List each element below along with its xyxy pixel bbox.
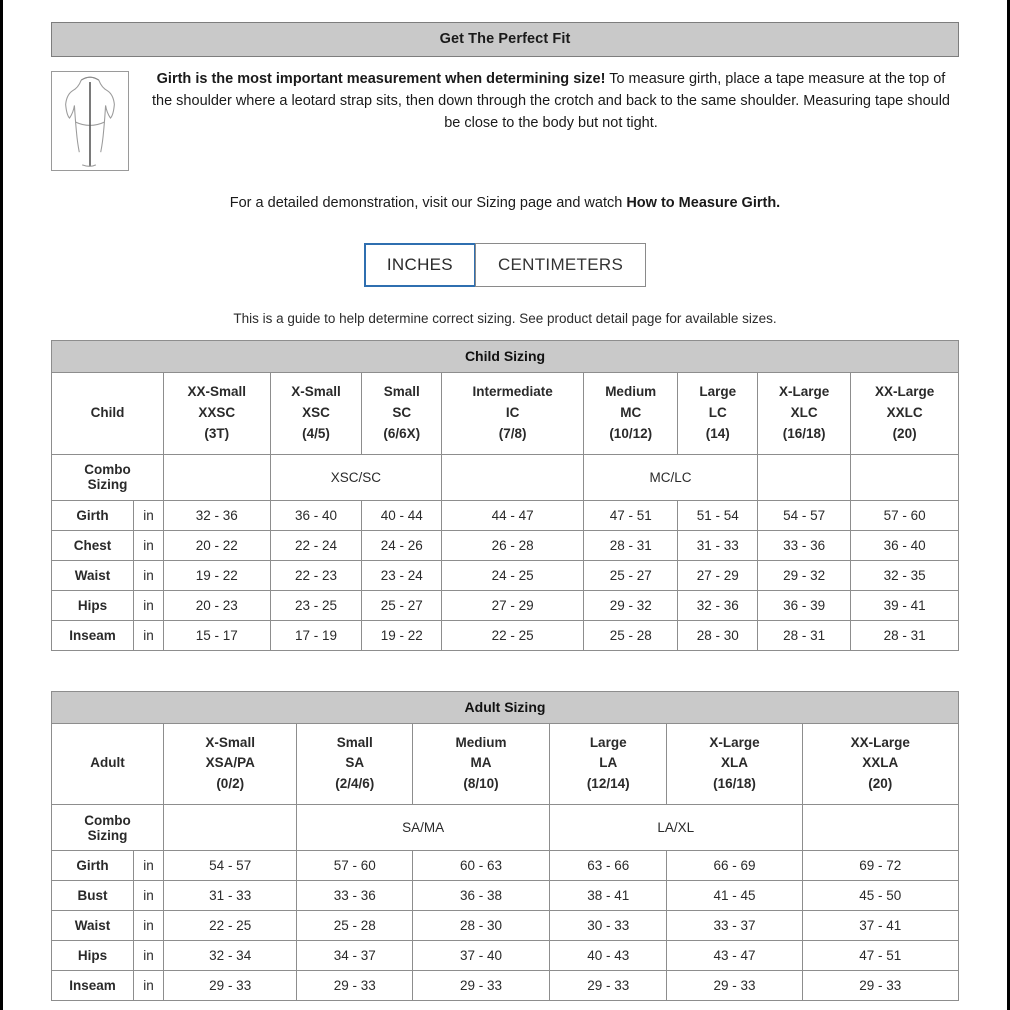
col-age: (2/4/6) <box>335 776 375 792</box>
cell: 32 - 34 <box>164 941 297 971</box>
cell: 22 - 25 <box>164 911 297 941</box>
adult-row-label-2: Waist <box>52 911 134 941</box>
cell: 20 - 23 <box>164 590 271 620</box>
child-row-label-4: Inseam <box>52 620 134 650</box>
cell: 36 - 40 <box>270 500 362 530</box>
cell: 47 - 51 <box>584 500 678 530</box>
col-age: (16/18) <box>713 776 756 792</box>
centimeters-button[interactable]: CENTIMETERS <box>475 243 646 287</box>
col-code: XSA/PA <box>205 755 255 771</box>
cell: 24 - 26 <box>362 530 442 560</box>
col-name: Small <box>383 383 420 399</box>
col-code: XXSC <box>198 404 236 420</box>
adult-col-3 <box>549 723 666 805</box>
child-table-title: Child Sizing <box>52 340 959 372</box>
cell: 19 - 22 <box>362 620 442 650</box>
col-age: (6/6X) <box>383 425 421 441</box>
cell: 29 - 33 <box>802 971 958 1001</box>
cell: 36 - 40 <box>851 530 959 560</box>
cell: 37 - 41 <box>802 911 958 941</box>
col-code: XLC <box>790 404 818 420</box>
adult-col-2 <box>413 723 550 805</box>
cell: 24 - 25 <box>442 560 584 590</box>
col-code: SA <box>345 755 365 771</box>
col-age: (20) <box>892 425 917 441</box>
combo-label-line1: Combo <box>84 812 131 828</box>
child-table-title-row <box>52 340 959 372</box>
col-age: (3T) <box>204 425 230 441</box>
cell: 38 - 41 <box>549 881 666 911</box>
table-row <box>52 881 959 911</box>
col-name: X-Large <box>709 734 760 750</box>
adult-row-label-0: Girth <box>52 851 134 881</box>
cell: 20 - 22 <box>164 530 271 560</box>
guide-note: This is a guide to help determine correct sizing. See product detail page for available sizes. <box>233 310 777 326</box>
table-row <box>52 500 959 530</box>
cell: 57 - 60 <box>851 500 959 530</box>
col-name: XX-Large <box>850 734 910 750</box>
cell: 32 - 35 <box>851 560 959 590</box>
child-col-7 <box>851 372 959 454</box>
cell: 31 - 33 <box>164 881 297 911</box>
cell: 31 - 33 <box>678 530 758 560</box>
cell: 33 - 36 <box>758 530 851 560</box>
intro-lead: Girth is the most important measurement when determining size! <box>156 71 606 87</box>
child-unit-4: in <box>134 620 164 650</box>
adult-table-title-row <box>52 691 959 723</box>
cell: 22 - 23 <box>270 560 362 590</box>
adult-col-5 <box>802 723 958 805</box>
cell: 27 - 29 <box>442 590 584 620</box>
child-col-5 <box>678 372 758 454</box>
cell: 63 - 66 <box>549 851 666 881</box>
cell: 60 - 63 <box>413 851 550 881</box>
child-col-6 <box>758 372 851 454</box>
child-combo-label <box>52 454 164 500</box>
unit-toggle-group[interactable] <box>51 243 959 287</box>
cell: 23 - 25 <box>270 590 362 620</box>
adult-unit-1: in <box>134 881 164 911</box>
child-combo-row <box>52 454 959 500</box>
adult-unit-0: in <box>134 851 164 881</box>
col-age: (16/18) <box>782 425 826 441</box>
adult-table-title: Adult Sizing <box>52 691 959 723</box>
adult-unit-4: in <box>134 971 164 1001</box>
cell: 28 - 31 <box>584 530 678 560</box>
cell: 37 - 40 <box>413 941 550 971</box>
child-header-row <box>52 372 959 454</box>
cell: 69 - 72 <box>802 851 958 881</box>
child-combo-empty-0 <box>164 454 271 500</box>
col-age: (14) <box>705 425 730 441</box>
child-unit-0: in <box>134 500 164 530</box>
child-col-4 <box>584 372 678 454</box>
sizing-demo-prefix: For a detailed demonstration, visit our Sizing page and watch <box>229 195 627 211</box>
cell: 40 - 43 <box>549 941 666 971</box>
col-name: X-Large <box>778 383 830 399</box>
cell: 22 - 24 <box>270 530 362 560</box>
col-code: MC <box>620 404 642 420</box>
cell: 29 - 32 <box>758 560 851 590</box>
cell: 25 - 28 <box>584 620 678 650</box>
intro-body: To measure girth, place a tape measure at the top of the shoulder where a leotard strap sits, then down through the crotch and back to the same shoulder. Measuring tape should be close to the body but not tight. <box>152 71 950 131</box>
adult-col-4 <box>667 723 802 805</box>
leotard-girth-illustration-icon <box>51 71 129 171</box>
adult-corner-label: Adult <box>52 723 164 805</box>
cell: 66 - 69 <box>667 851 802 881</box>
cell: 26 - 28 <box>442 530 584 560</box>
adult-sizing-table <box>51 691 959 1002</box>
cell: 22 - 25 <box>442 620 584 650</box>
child-row-label-1: Chest <box>52 530 134 560</box>
child-col-2 <box>362 372 442 454</box>
cell: 28 - 31 <box>851 620 959 650</box>
cell: 29 - 32 <box>584 590 678 620</box>
child-unit-1: in <box>134 530 164 560</box>
cell: 28 - 30 <box>678 620 758 650</box>
child-combo-cell-1: MC/LC <box>584 454 758 500</box>
adult-combo-cell-1: LA/XL <box>549 805 802 851</box>
col-age: (20) <box>868 776 893 792</box>
child-row-label-2: Waist <box>52 560 134 590</box>
adult-row-label-3: Hips <box>52 941 134 971</box>
col-code: SC <box>392 404 412 420</box>
adult-row-label-1: Bust <box>52 881 134 911</box>
col-age: (8/10) <box>463 776 499 792</box>
col-name: Large <box>589 734 627 750</box>
table-row <box>52 530 959 560</box>
table-gap <box>51 651 959 677</box>
adult-header-row <box>52 723 959 805</box>
cell: 39 - 41 <box>851 590 959 620</box>
cell: 28 - 31 <box>758 620 851 650</box>
cell: 29 - 33 <box>297 971 413 1001</box>
cell: 15 - 17 <box>164 620 271 650</box>
col-code: XXLC <box>886 404 923 420</box>
table-row <box>52 971 959 1001</box>
cell: 41 - 45 <box>667 881 802 911</box>
inches-button[interactable]: INCHES <box>364 243 476 287</box>
col-code: XLA <box>721 755 748 771</box>
col-age: (4/5) <box>302 425 330 441</box>
adult-row-label-4: Inseam <box>52 971 134 1001</box>
child-combo-empty-1 <box>442 454 584 500</box>
cell: 25 - 28 <box>297 911 413 941</box>
col-name: XX-Small <box>187 383 247 399</box>
col-code: LC <box>708 404 727 420</box>
col-name: Large <box>699 383 737 399</box>
child-col-1 <box>270 372 362 454</box>
adult-col-1 <box>297 723 413 805</box>
child-col-0 <box>164 372 271 454</box>
cell: 45 - 50 <box>802 881 958 911</box>
adult-col-0 <box>164 723 297 805</box>
cell: 34 - 37 <box>297 941 413 971</box>
child-combo-empty-2 <box>758 454 851 500</box>
child-unit-2: in <box>134 560 164 590</box>
cell: 36 - 39 <box>758 590 851 620</box>
table-row <box>52 590 959 620</box>
combo-label-line2: Sizing <box>87 477 128 493</box>
child-row-label-3: Hips <box>52 590 134 620</box>
cell: 33 - 36 <box>297 881 413 911</box>
adult-unit-3: in <box>134 941 164 971</box>
cell: 29 - 33 <box>164 971 297 1001</box>
col-age: (10/12) <box>609 425 653 441</box>
cell: 29 - 33 <box>667 971 802 1001</box>
table-row <box>52 620 959 650</box>
adult-combo-empty-0 <box>164 805 297 851</box>
adult-combo-empty-1 <box>802 805 958 851</box>
cell: 25 - 27 <box>584 560 678 590</box>
cell: 32 - 36 <box>678 590 758 620</box>
col-age: (12/14) <box>586 776 630 792</box>
col-code: XSC <box>302 404 330 420</box>
cell: 47 - 51 <box>802 941 958 971</box>
cell: 54 - 57 <box>758 500 851 530</box>
intro-paragraph <box>143 69 959 134</box>
cell: 23 - 24 <box>362 560 442 590</box>
combo-label-line1: Combo <box>84 462 131 478</box>
col-name: Medium <box>455 734 507 750</box>
cell: 40 - 44 <box>362 500 442 530</box>
table-row <box>52 560 959 590</box>
cell: 33 - 37 <box>667 911 802 941</box>
adult-combo-label <box>52 805 164 851</box>
child-sizing-table <box>51 340 959 651</box>
table-row <box>52 851 959 881</box>
col-code: IC <box>505 404 520 420</box>
cell: 28 - 30 <box>413 911 550 941</box>
child-row-label-0: Girth <box>52 500 134 530</box>
col-name: X-Small <box>291 383 341 399</box>
table-row <box>52 911 959 941</box>
cell: 43 - 47 <box>667 941 802 971</box>
col-name: X-Small <box>205 734 255 750</box>
cell: 36 - 38 <box>413 881 550 911</box>
col-code: MA <box>470 755 492 771</box>
col-name: Intermediate <box>472 383 553 399</box>
cell: 25 - 27 <box>362 590 442 620</box>
cell: 27 - 29 <box>678 560 758 590</box>
sizing-demo-line <box>51 193 959 215</box>
cell: 19 - 22 <box>164 560 271 590</box>
cell: 32 - 36 <box>164 500 271 530</box>
col-code: XXLA <box>862 755 899 771</box>
cell: 29 - 33 <box>413 971 550 1001</box>
child-corner-label: Child <box>52 372 164 454</box>
col-name: Medium <box>605 383 657 399</box>
cell: 44 - 47 <box>442 500 584 530</box>
col-age: (0/2) <box>216 776 245 792</box>
page-title: Get The Perfect Fit <box>51 22 959 57</box>
adult-combo-cell-0: SA/MA <box>297 805 550 851</box>
col-name: XX-Large <box>874 383 935 399</box>
col-name: Small <box>336 734 373 750</box>
cell: 51 - 54 <box>678 500 758 530</box>
cell: 57 - 60 <box>297 851 413 881</box>
adult-combo-row <box>52 805 959 851</box>
how-to-measure-girth-link[interactable]: How to Measure Girth. <box>626 195 781 211</box>
child-col-3 <box>442 372 584 454</box>
child-combo-cell-0: XSC/SC <box>270 454 442 500</box>
cell: 54 - 57 <box>164 851 297 881</box>
child-unit-3: in <box>134 590 164 620</box>
cell: 17 - 19 <box>270 620 362 650</box>
col-code: LA <box>599 755 618 771</box>
cell: 29 - 33 <box>549 971 666 1001</box>
child-combo-empty-3 <box>851 454 959 500</box>
adult-unit-2: in <box>134 911 164 941</box>
col-age: (7/8) <box>498 425 527 441</box>
cell: 30 - 33 <box>549 911 666 941</box>
table-row <box>52 941 959 971</box>
combo-label-line2: Sizing <box>87 827 128 843</box>
intro-section <box>51 57 959 171</box>
